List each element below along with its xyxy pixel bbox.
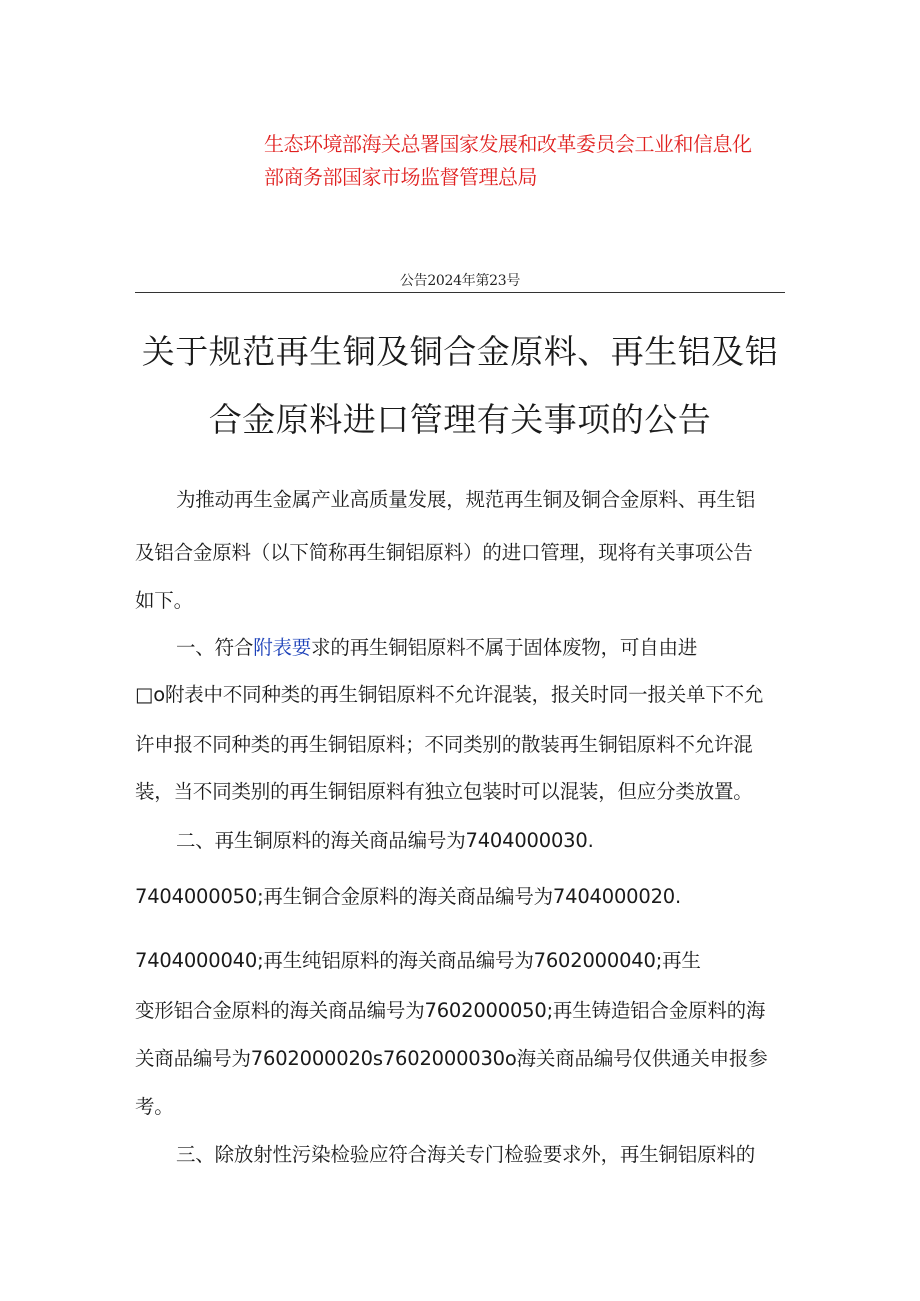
intro-line-3: 如下。	[135, 589, 193, 612]
item-one-line-4: 装，当不同类别的再生铜铝原料有独立包装时可以混装，但应分类放置。	[135, 780, 753, 803]
title-line-1: 关于规范再生铜及铜合金原料、再生铝及铝	[141, 332, 779, 371]
intro-line-2: 及铝合金原料（以下简称再生铜铝原料）的进口管理，现将有关事项公告	[135, 541, 753, 564]
header-divider	[135, 292, 785, 293]
item-one-line-3: 许申报不同种类的再生铜铝原料；不同类别的散装再生铜铝原料不允许混	[135, 733, 753, 756]
item-one-line-2: □o附表中不同种类的再生铜铝原料不允许混装，报关时同一报关单下不允	[135, 683, 764, 706]
item-one-line-1	[176, 632, 697, 660]
item-three-line-1: 三、除放射性污染检验应符合海关专门检验要求外，再生铜铝原料的	[176, 1143, 756, 1166]
item-two-line-4: 变形铝合金原料的海关商品编号为7602000050;再生铸造铝合金原料的海	[135, 999, 766, 1022]
item-one-rest: 求的再生铜铝原料不属于固体废物，可自由进	[311, 636, 698, 659]
appendix-link[interactable]: 附表要	[253, 636, 312, 659]
document-title	[0, 318, 920, 454]
intro-line-1: 为推动再生金属产业高质量发展，规范再生铜及铜合金原料、再生铝	[176, 488, 756, 511]
announcement-number: 公告2024年第23号	[399, 273, 521, 289]
item-two-line-5: 关商品编号为7602000020s7602000030o海关商品编号仅供通关申报参	[135, 1047, 768, 1070]
item-one-prefix: 一、符合	[176, 636, 254, 659]
item-two-line-1: 二、再生铜原料的海关商品编号为7404000030.	[176, 829, 594, 852]
item-two-line-2: 7404000050;再生铜合金原料的海关商品编号为7404000020.	[135, 885, 681, 908]
issuers-line-2: 部商务部国家市场监督管理总局	[264, 165, 537, 189]
item-two-line-6: 考。	[135, 1095, 174, 1118]
issuers-line-1: 生态环境部海关总署国家发展和改革委员会工业和信息化	[264, 132, 752, 156]
issuing-authorities	[264, 128, 784, 194]
item-two-line-3: 7404000040;再生纯铝原料的海关商品编号为7602000040;再生	[135, 949, 701, 972]
title-line-2: 合金原料进口管理有关事项的公告	[208, 400, 712, 439]
